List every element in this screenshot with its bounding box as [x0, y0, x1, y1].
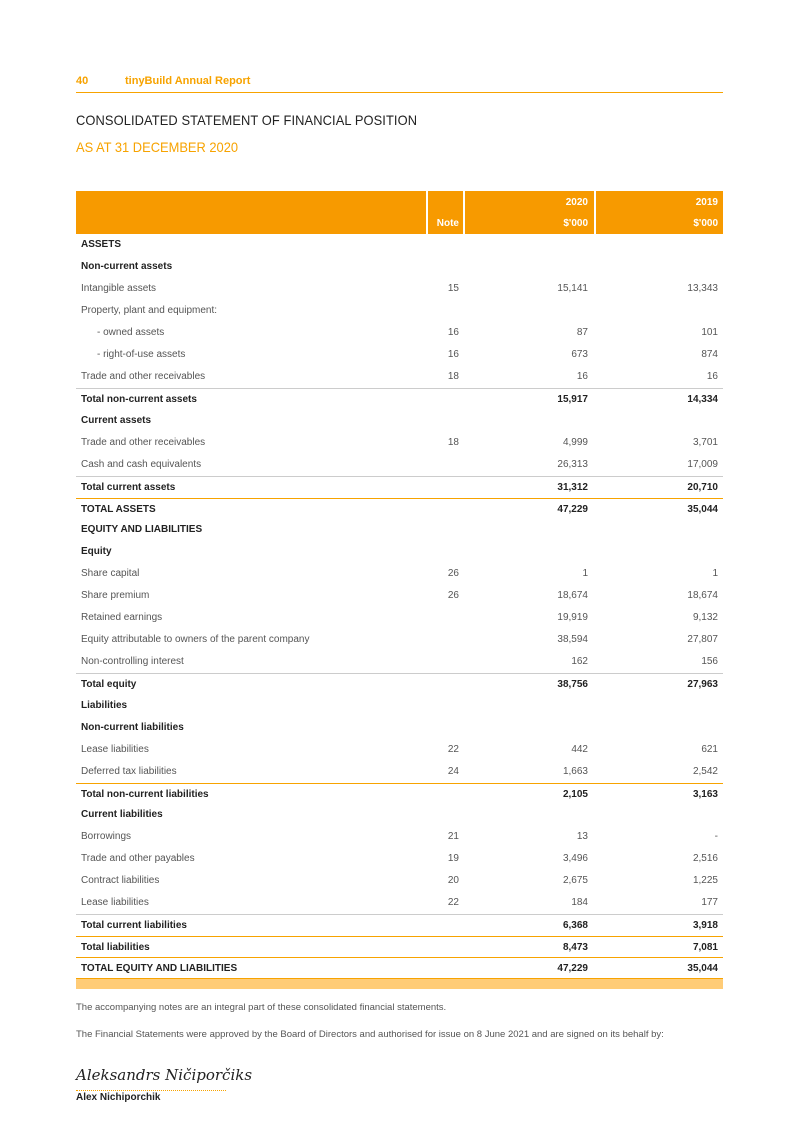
- signatory-name: Alex Nichiporchik: [76, 1092, 161, 1103]
- table-row: [76, 870, 723, 892]
- row-label: Liabilities: [81, 700, 128, 711]
- row-value-2020: 87: [576, 327, 588, 338]
- row-value-2020: 3,496: [562, 853, 588, 864]
- row-value-2019: 35,044: [687, 504, 718, 515]
- row-value-2020: 673: [571, 349, 588, 360]
- table-row: [76, 673, 723, 695]
- row-label: Share premium: [81, 590, 150, 601]
- table-row: [76, 717, 723, 739]
- row-label: Total non-current assets: [81, 394, 197, 405]
- row-value-2019: 27,963: [687, 679, 718, 690]
- row-note: 16: [447, 349, 459, 360]
- signature-text: Aleksandrs Ničiporčiks: [76, 1066, 253, 1084]
- table-row: [76, 278, 723, 300]
- row-label: Trade and other receivables: [81, 437, 206, 448]
- row-value-2019: 20,710: [687, 482, 718, 493]
- row-value-2019: 13,343: [687, 283, 718, 294]
- row-value-2019: 3,918: [692, 920, 718, 931]
- row-label: Equity: [81, 546, 112, 557]
- row-note: 15: [447, 283, 459, 294]
- row-label: Non-controlling interest: [81, 656, 184, 667]
- row-value-2019: 27,807: [687, 634, 718, 645]
- row-label: ASSETS: [81, 239, 122, 250]
- row-value-2019: 177: [701, 897, 718, 908]
- row-note: 16: [447, 327, 459, 338]
- column-2019-unit: $'000: [693, 218, 718, 229]
- row-label: Lease liabilities: [81, 897, 149, 908]
- table-body: [76, 234, 723, 978]
- row-value-2019: 101: [701, 327, 718, 338]
- report-title: tinyBuild Annual Report: [125, 75, 251, 87]
- row-value-2019: 2,542: [692, 766, 718, 777]
- table-row: [76, 454, 723, 476]
- row-value-2020: 18,674: [557, 590, 588, 601]
- row-note: 24: [447, 766, 459, 777]
- row-label: Total non-current liabilities: [81, 789, 209, 800]
- table-row: [76, 936, 723, 957]
- table-row: [76, 256, 723, 278]
- row-label: Trade and other payables: [81, 853, 195, 864]
- row-label: - owned assets: [97, 327, 165, 338]
- row-note: 18: [447, 437, 459, 448]
- row-label: Current assets: [81, 415, 152, 426]
- row-value-2019: 621: [701, 744, 718, 755]
- column-note: Note: [436, 218, 459, 229]
- row-label: Retained earnings: [81, 612, 163, 623]
- table-row: [76, 695, 723, 717]
- table-row: [76, 388, 723, 410]
- row-value-2019: 7,081: [692, 942, 718, 953]
- table-row: [76, 476, 723, 498]
- page-header: [76, 72, 723, 93]
- row-label: Lease liabilities: [81, 744, 149, 755]
- row-value-2020: 47,229: [557, 504, 588, 515]
- column-2020-unit: $'000: [563, 218, 588, 229]
- row-label: Trade and other receivables: [81, 371, 206, 382]
- row-value-2019: 1,225: [692, 875, 718, 886]
- row-value-2019: 18,674: [687, 590, 718, 601]
- row-value-2020: 31,312: [557, 482, 588, 493]
- table-row: [76, 563, 723, 585]
- row-value-2019: 14,334: [687, 394, 718, 405]
- row-value-2019: 1: [712, 568, 718, 579]
- signature: [76, 1058, 253, 1091]
- row-label: TOTAL EQUITY AND LIABILITIES: [81, 963, 238, 974]
- row-label: Intangible assets: [81, 283, 157, 294]
- row-note: 22: [447, 744, 459, 755]
- row-label: Property, plant and equipment:: [81, 305, 218, 316]
- row-label: Contract liabilities: [81, 875, 160, 886]
- table-row: [76, 651, 723, 673]
- table-row: [76, 498, 723, 519]
- row-label: Non-current assets: [81, 261, 173, 272]
- table-row: [76, 826, 723, 848]
- statement-subtitle: AS AT 31 DECEMBER 2020: [76, 139, 239, 155]
- table-row: [76, 607, 723, 629]
- row-label: Share capital: [81, 568, 140, 579]
- row-value-2020: 1: [582, 568, 588, 579]
- row-value-2020: 15,141: [557, 283, 588, 294]
- signature-image: [76, 1058, 253, 1090]
- table-row: [76, 957, 723, 978]
- row-value-2020: 26,313: [557, 459, 588, 470]
- column-2019: 2019: [695, 197, 718, 208]
- table-row: [76, 848, 723, 870]
- row-note: 19: [447, 853, 459, 864]
- row-label: Deferred tax liabilities: [81, 766, 177, 777]
- table-row: [76, 432, 723, 454]
- row-label: - right-of-use assets: [97, 349, 186, 360]
- row-value-2019: 874: [701, 349, 718, 360]
- row-value-2019: 3,163: [692, 789, 718, 800]
- row-label: Total liabilities: [81, 942, 150, 953]
- row-value-2020: 162: [571, 656, 588, 667]
- footnote-notes: The accompanying notes are an integral part of these consolidated financial statements.: [76, 1002, 447, 1013]
- row-note: 18: [447, 371, 459, 382]
- row-value-2019: 3,701: [692, 437, 718, 448]
- row-value-2020: 2,675: [562, 875, 588, 886]
- row-note: 21: [447, 831, 459, 842]
- table-row: [76, 761, 723, 783]
- table-row: [76, 892, 723, 914]
- table-row: [76, 344, 723, 366]
- row-label: Total equity: [81, 679, 137, 690]
- row-value-2020: 15,917: [557, 394, 588, 405]
- row-value-2020: 8,473: [562, 942, 588, 953]
- table-row: [76, 322, 723, 344]
- row-value-2020: 38,594: [557, 634, 588, 645]
- row-value-2020: 1,663: [562, 766, 588, 777]
- row-label: Borrowings: [81, 831, 132, 842]
- row-note: 20: [447, 875, 459, 886]
- row-value-2019: 9,132: [692, 612, 718, 623]
- row-value-2019: -: [714, 831, 718, 842]
- row-value-2020: 442: [571, 744, 588, 755]
- row-value-2019: 17,009: [687, 459, 718, 470]
- statement-title: CONSOLIDATED STATEMENT OF FINANCIAL POSITION: [76, 112, 418, 128]
- page-number: 40: [76, 75, 89, 87]
- row-value-2020: 16: [576, 371, 588, 382]
- row-value-2020: 19,919: [557, 612, 588, 623]
- table-row: [76, 585, 723, 607]
- table-row: [76, 366, 723, 388]
- row-value-2019: 16: [706, 371, 718, 382]
- table-row: [76, 739, 723, 761]
- row-value-2019: 156: [701, 656, 718, 667]
- row-note: 22: [447, 897, 459, 908]
- table-row: [76, 804, 723, 826]
- table-row: [76, 783, 723, 804]
- table-row: [76, 541, 723, 563]
- table-row: [76, 914, 723, 936]
- row-value-2020: 38,756: [557, 679, 588, 690]
- table-row: [76, 629, 723, 651]
- table-row: [76, 234, 723, 256]
- row-label: Non-current liabilities: [81, 722, 184, 733]
- table-row: [76, 300, 723, 322]
- row-value-2020: 13: [576, 831, 588, 842]
- table-row: [76, 410, 723, 432]
- row-label: Cash and cash equivalents: [81, 459, 202, 470]
- row-value-2020: 4,999: [562, 437, 588, 448]
- row-label: Total current assets: [81, 482, 176, 493]
- row-value-2019: 2,516: [692, 853, 718, 864]
- row-value-2020: 2,105: [562, 789, 588, 800]
- row-value-2020: 184: [571, 897, 588, 908]
- column-2020: 2020: [565, 197, 588, 208]
- row-label: Current liabilities: [81, 809, 163, 820]
- row-note: 26: [447, 568, 459, 579]
- row-label: EQUITY AND LIABILITIES: [81, 524, 203, 535]
- row-value-2020: 6,368: [562, 920, 588, 931]
- row-value-2019: 35,044: [687, 963, 718, 974]
- financial-position-table: [76, 191, 723, 989]
- table-header: [76, 191, 723, 234]
- row-value-2020: 47,229: [557, 963, 588, 974]
- row-label: Total current liabilities: [81, 920, 187, 931]
- row-note: 26: [447, 590, 459, 601]
- row-label: Equity attributable to owners of the parent company: [81, 634, 310, 645]
- row-label: TOTAL ASSETS: [81, 504, 156, 515]
- footnote-approval: The Financial Statements were approved by the Board of Directors and authorised for issue on 8 June 2021 and are signed on its behalf by:: [76, 1029, 664, 1040]
- table-row: [76, 519, 723, 541]
